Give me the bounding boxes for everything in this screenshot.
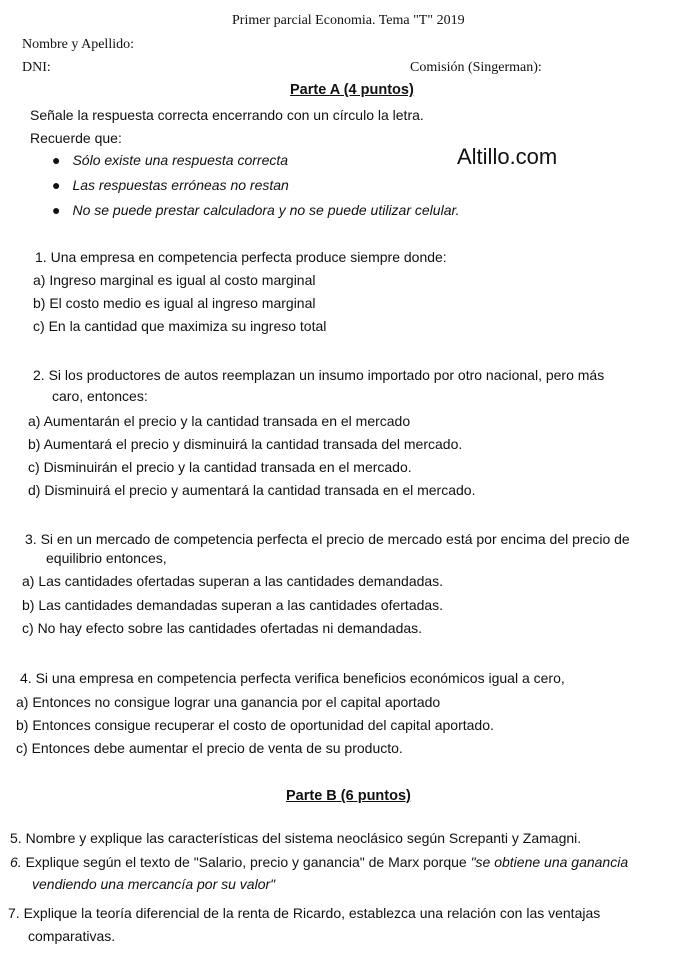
option-2d[interactable] <box>28 482 475 498</box>
bullet-item <box>52 177 289 193</box>
option-letter[interactable]: b) <box>33 295 46 311</box>
bullet-dot-icon: ● <box>52 202 61 218</box>
option-text: Las cantidades demandadas superan a las cantidades ofertadas. <box>38 597 444 613</box>
question-quote: "se obtiene una ganancia <box>470 854 629 870</box>
option-1b[interactable] <box>33 295 315 311</box>
question-2 <box>33 367 604 383</box>
recuerde-text: Recuerde que: <box>30 130 122 146</box>
dni-label: DNI: <box>22 60 51 75</box>
question-7 <box>8 905 600 921</box>
option-4b[interactable] <box>16 717 494 733</box>
option-text: Disminuirá el precio y aumentará la cantidad transada en el mercado. <box>44 482 476 498</box>
question-5 <box>10 830 581 846</box>
option-letter[interactable]: a) <box>16 694 29 710</box>
option-letter[interactable]: b) <box>28 436 41 452</box>
question-3-continuation: equilibrio entonces, <box>46 550 167 566</box>
question-number: 2. <box>33 367 45 383</box>
question-1 <box>35 249 447 265</box>
option-2c[interactable] <box>28 459 412 475</box>
bullet-dot-icon: ● <box>52 177 61 193</box>
question-6-continuation: vendiendo una mercancía por su valor" <box>32 876 276 892</box>
bullet-text: Las respuestas erróneas no restan <box>72 177 289 193</box>
question-text: Explique la teoría diferencial de la renta de Ricardo, establezca una relación con las ventajas <box>23 905 601 921</box>
bullet-text: No se puede prestar calculadora y no se puede utilizar celular. <box>72 202 460 218</box>
option-1c[interactable] <box>33 318 326 334</box>
option-letter[interactable]: d) <box>28 482 41 498</box>
question-number: 7. <box>8 905 20 921</box>
option-3c[interactable] <box>22 620 422 636</box>
option-letter[interactable]: b) <box>22 597 35 613</box>
option-letter[interactable]: a) <box>28 413 41 429</box>
question-number: 5. <box>10 830 22 846</box>
option-text: Entonces consigue recuperar el costo de oportunidad del capital aportado. <box>32 717 494 733</box>
option-1a[interactable] <box>33 272 315 288</box>
bullet-item <box>52 152 288 168</box>
option-letter[interactable]: c) <box>33 318 45 334</box>
option-letter[interactable]: b) <box>16 717 29 733</box>
parte-a-title: Parte A (4 puntos) <box>290 82 414 98</box>
question-text: Una empresa en competencia perfecta produce siempre donde: <box>50 249 447 265</box>
option-text: Entonces debe aumentar el precio de venta de su producto. <box>31 740 403 756</box>
exam-title: Primer parcial Economia. Tema "T" 2019 <box>232 13 465 28</box>
question-6 <box>10 854 628 870</box>
question-number: 1. <box>35 249 47 265</box>
option-text: No hay efecto sobre las cantidades ofertadas ni demandadas. <box>37 620 423 636</box>
option-text: Entonces no consigue lograr una ganancia por el capital aportado <box>32 694 441 710</box>
option-text: El costo medio es igual al ingreso marginal <box>49 295 316 311</box>
bullet-item <box>52 202 460 218</box>
question-2-continuation: caro, entonces: <box>52 388 148 404</box>
watermark-text: Altillo.com <box>457 144 558 169</box>
name-label: Nombre y Apellido: <box>22 37 134 52</box>
bullet-dot-icon: ● <box>52 152 61 168</box>
option-text: Disminuirán el precio y la cantidad transada en el mercado. <box>43 459 412 475</box>
option-text: Aumentarán el precio y la cantidad transada en el mercado <box>43 413 411 429</box>
option-letter[interactable]: a) <box>22 573 35 589</box>
question-number: 3. <box>25 531 37 547</box>
bullet-text: Sólo existe una respuesta correcta <box>72 152 289 168</box>
question-number: 4. <box>20 670 32 686</box>
instruction-text: Señale la respuesta correcta encerrando con un círculo la letra. <box>30 107 424 123</box>
question-text: Explique según el texto de "Salario, precio y ganancia" de Marx porque <box>25 854 471 870</box>
question-3 <box>25 531 630 547</box>
option-letter[interactable]: a) <box>33 272 46 288</box>
question-4 <box>20 670 565 686</box>
option-4a[interactable] <box>16 694 440 710</box>
question-7-continuation: comparativas. <box>28 928 116 944</box>
question-number: 6. <box>10 854 22 870</box>
option-text: Las cantidades ofertadas superan a las cantidades demandadas. <box>38 573 444 589</box>
option-letter[interactable]: c) <box>28 459 40 475</box>
option-3b[interactable] <box>22 597 443 613</box>
option-3a[interactable] <box>22 573 443 589</box>
comision-label: Comisión (Singerman): <box>410 60 542 75</box>
question-text: Si los productores de autos reemplazan un insumo importado por otro nacional, pero más <box>48 367 605 383</box>
parte-b-title: Parte B (6 puntos) <box>286 788 411 804</box>
option-text: En la cantidad que maximiza su ingreso total <box>48 318 327 334</box>
question-text: Nombre y explique las características del sistema neoclásico según Screpanti y Zamagni. <box>25 830 582 846</box>
option-4c[interactable] <box>16 740 403 756</box>
option-2a[interactable] <box>28 413 410 429</box>
option-letter[interactable]: c) <box>22 620 34 636</box>
question-text: Si en un mercado de competencia perfecta el precio de mercado está por encima del precio de <box>40 531 630 547</box>
question-text: Si una empresa en competencia perfecta verifica beneficios económicos igual a cero, <box>35 670 565 686</box>
option-text: Aumentará el precio y disminuirá la cantidad transada del mercado. <box>43 436 463 452</box>
option-text: Ingreso marginal es igual al costo marginal <box>49 272 316 288</box>
option-letter[interactable]: c) <box>16 740 28 756</box>
option-2b[interactable] <box>28 436 462 452</box>
